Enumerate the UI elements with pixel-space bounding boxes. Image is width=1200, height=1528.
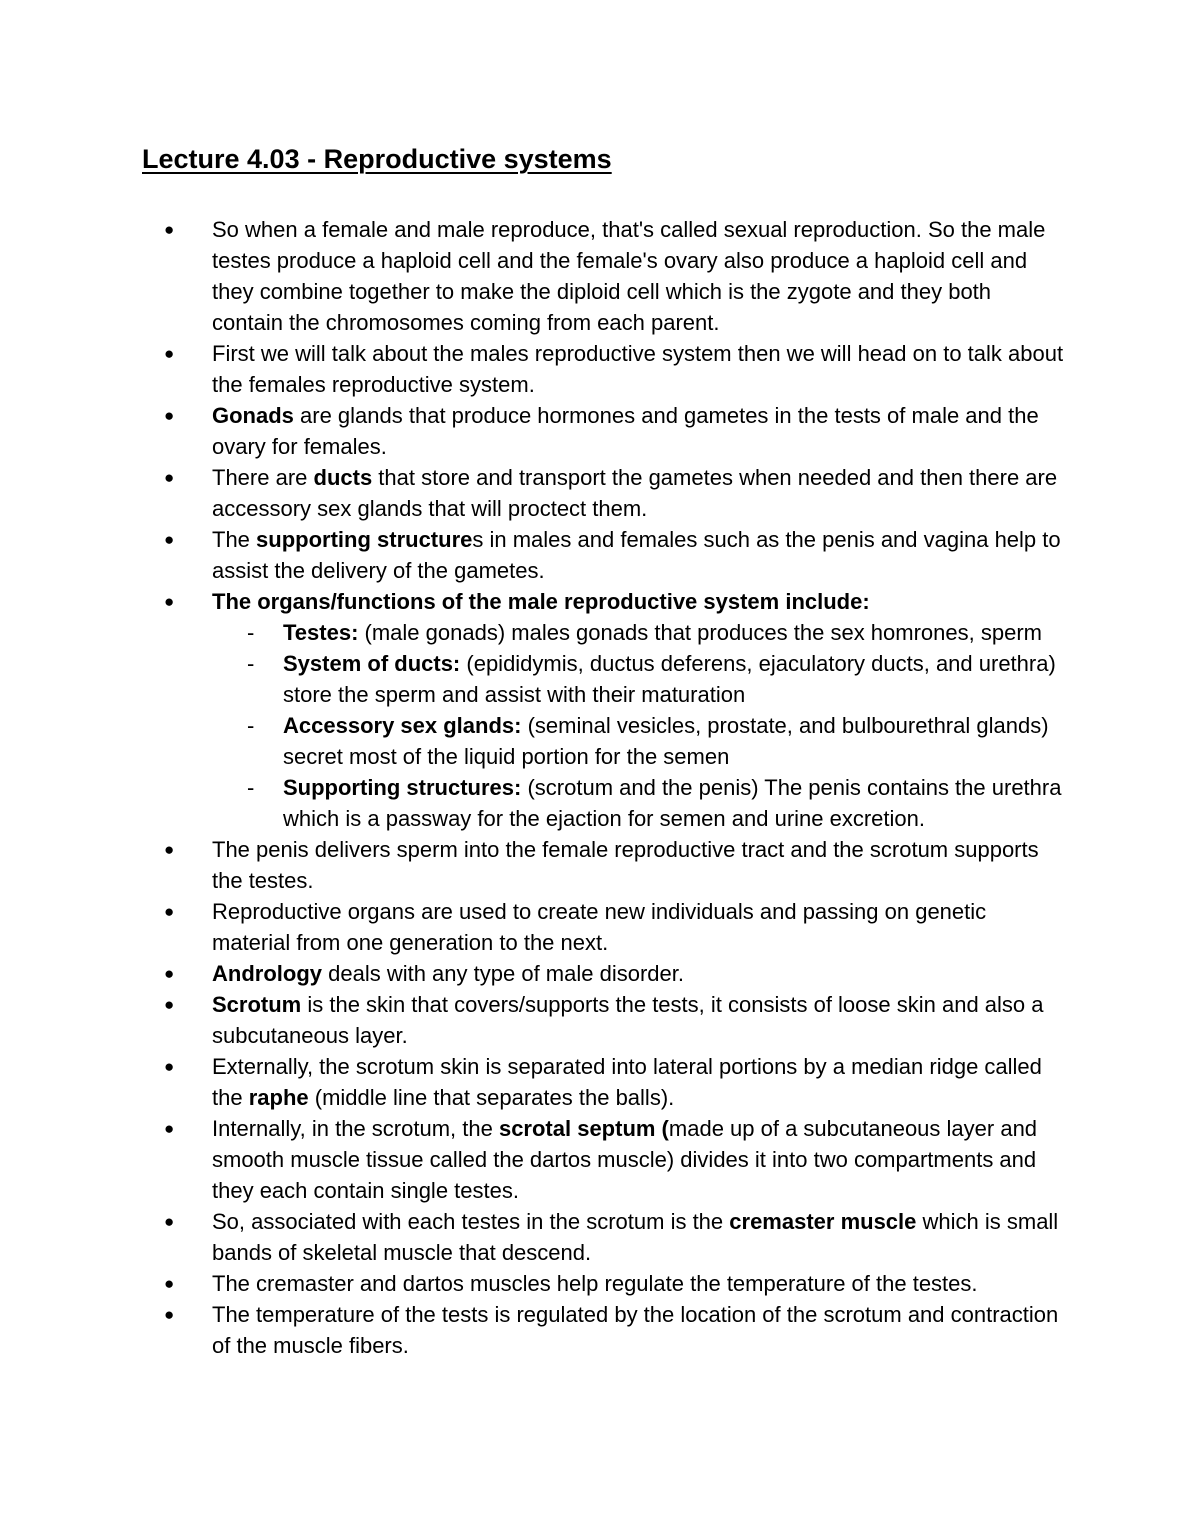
list-item (0, 1268, 1068, 1299)
sub-list-item (212, 710, 1068, 772)
text-run: which is small bands of skeletal muscle that descend. (212, 1209, 1059, 1265)
list-item (0, 524, 1068, 586)
text-run: (seminal vesicles, prostate, and bulbourethral glands) secret most of the liquid portion for the semen (283, 713, 1049, 769)
bullet-icon: ● (164, 995, 175, 1014)
bold-term: Andrology (212, 961, 322, 986)
sub-list-item (212, 772, 1068, 834)
text-run: are glands that produce hormones and gametes in the tests of male and the ovary for females. (212, 403, 1039, 459)
text-run: Externally, the scrotum skin is separated into lateral portions by a median ridge called the (212, 1054, 1042, 1110)
bullet-icon: ● (164, 1212, 175, 1231)
text-run: The cremaster and dartos muscles help regulate the temperature of the testes. (212, 1271, 978, 1296)
sub-list-item-text (283, 617, 1068, 648)
list-item-text (212, 524, 1068, 586)
text-run: The penis delivers sperm into the female reproductive tract and the scrotum supports the testes. (212, 837, 1039, 893)
bold-term: System of ducts: (283, 651, 461, 676)
sub-list-item (212, 648, 1068, 710)
list-item (0, 989, 1068, 1051)
list-item (0, 896, 1068, 958)
document-title: Lecture 4.03 - Reproductive systems (142, 144, 612, 174)
dash-icon: - (247, 775, 255, 800)
list-item (0, 1299, 1068, 1361)
sub-list-item-text (283, 710, 1068, 772)
text-run: The (212, 527, 257, 552)
text-run: s in males and females such as the penis and vagina help to assist the delivery of the gametes. (212, 527, 1061, 583)
bullet-icon: ● (164, 964, 175, 983)
text-run: (scrotum and the penis) The penis contains the urethra which is a passway for the ejaction for semen and urine excretion. (283, 775, 1062, 831)
text-run: (male gonads) males gonads that produces the sex homrones, sperm (358, 620, 1042, 645)
bullet-icon: ● (164, 1274, 175, 1293)
bullet-icon: ● (164, 902, 175, 921)
list-item-text (212, 400, 1068, 462)
bullet-icon: ● (164, 1119, 175, 1138)
list-item-text (212, 1299, 1068, 1361)
bullet-icon: ● (164, 468, 175, 487)
bold-term: ducts (313, 465, 373, 490)
bullet-icon: ● (164, 220, 175, 239)
bold-term: Testes: (283, 620, 359, 645)
text-run: made up of a subcutaneous layer and smooth muscle tissue called the dartos muscle) divides it into two compartments and they each contain single testes. (212, 1116, 1038, 1203)
dash-icon: - (247, 651, 255, 676)
text-run: Reproductive organs are used to create new individuals and passing on genetic material from one generation to the next. (212, 899, 987, 955)
bold-term: The organs/functions of the male reproductive system include: (212, 589, 870, 614)
text-run: The temperature of the tests is regulated by the location of the scrotum and contraction of the muscle fibers. (212, 1302, 1059, 1358)
list-item-text (212, 896, 1068, 958)
sub-list-item-text (283, 648, 1068, 710)
bullet-icon: ● (164, 344, 175, 363)
list-item-text (212, 586, 1068, 617)
bold-term: Supporting structures: (283, 775, 522, 800)
list-item (0, 462, 1068, 524)
text-run: is the skin that covers/supports the tests, it consists of loose skin and also a subcutaneous layer. (212, 992, 1044, 1048)
text-run: (middle line that separates the balls). (308, 1085, 675, 1110)
list-item-text (212, 958, 1068, 989)
text-run: First we will talk about the males reproductive system then we will head on to talk about the females reproductive system. (212, 341, 1064, 397)
dash-icon: - (247, 620, 255, 645)
bullet-icon: ● (164, 1057, 175, 1076)
list-item-text (212, 338, 1068, 400)
list-item-text (212, 1268, 1068, 1299)
text-run: There are (212, 465, 314, 490)
list-item-text (212, 834, 1068, 896)
sub-list-item-text (283, 772, 1068, 834)
list-item (0, 1113, 1068, 1206)
bold-term: raphe (248, 1085, 309, 1110)
list-item (0, 338, 1068, 400)
text-run: that store and transport the gametes when needed and then there are accessory sex glands that will proctect them. (212, 465, 1058, 521)
text-run: deals with any type of male disorder. (322, 961, 684, 986)
sub-list (212, 617, 1068, 834)
list-item (0, 1206, 1068, 1268)
bullet-icon: ● (164, 530, 175, 549)
list-item-text (212, 1051, 1068, 1113)
list-item-text (212, 989, 1068, 1051)
list-item-text (212, 1206, 1068, 1268)
list-item (0, 834, 1068, 896)
bold-term: Accessory sex glands: (283, 713, 522, 738)
bold-term: scrotal septum ( (498, 1116, 669, 1141)
bold-term: Scrotum (212, 992, 302, 1017)
list-item (0, 958, 1068, 989)
text-run: So when a female and male reproduce, that's called sexual reproduction. So the male testes produce a haploid cell and the female's ovary also produce a haploid cell and they combine together to make the diploid cell which is the zygote and they both contain the chromosomes coming from each parent. (212, 217, 1046, 335)
bullet-icon: ● (164, 406, 175, 425)
list-item (0, 214, 1068, 338)
bold-term: supporting structure (256, 527, 473, 552)
bullet-icon: ● (164, 1305, 175, 1324)
list-item (0, 586, 1068, 834)
list-item (0, 400, 1068, 462)
dash-icon: - (247, 713, 255, 738)
text-run: Internally, in the scrotum, the (212, 1116, 499, 1141)
bold-term: Gonads (212, 403, 294, 428)
list-item-text (212, 1113, 1068, 1206)
list-item-text (212, 214, 1068, 338)
bullet-icon: ● (164, 840, 175, 859)
bullet-icon: ● (164, 592, 175, 611)
bold-term: cremaster muscle (729, 1209, 917, 1234)
bullet-list (0, 214, 1200, 1361)
text-run: So, associated with each testes in the scrotum is the (212, 1209, 730, 1234)
list-item (0, 1051, 1068, 1113)
sub-list-item (212, 617, 1068, 648)
list-item-text (212, 462, 1068, 524)
text-run: (epididymis, ductus deferens, ejaculatory ducts, and urethra) store the sperm and assist with their maturation (283, 651, 1056, 707)
